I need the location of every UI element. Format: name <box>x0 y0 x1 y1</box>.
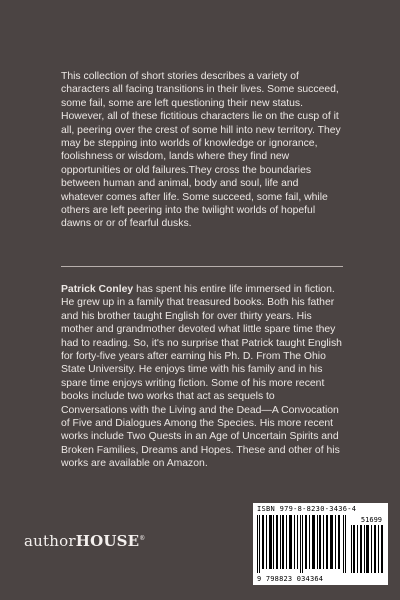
isbn-number: ISBN 979-8-8230-3436-4 <box>257 505 357 513</box>
addon-barcode-bars <box>351 525 383 573</box>
barcode-number: 9 798823 034364 <box>257 575 324 583</box>
author-bio-text: has spent his entire life immersed in fiction. He grew up in a family that treasured books. Both his father and his brother taught English for over thirty years. His mother and grandmother devoted what little spare time they had to reading. So, it's no surprise that Patrick taught English for forty-five years after earning his Ph. D. From The Ohio State University. He enjoys time with his family and in his spare time enjoys writing fiction. Some of his more recent books include two works that act as sequels to Conversations with the Living and the Dead—A Convocation of Five and Dialogues Among the Species. His more recent works include Two Quests in an Age of Uncertain Spirits and Broken Families, Dreams and Hopes. These and other of his works are available on Amazon. <box>61 284 342 470</box>
author-name: Patrick Conley <box>61 284 134 295</box>
price-code: 51699 <box>360 516 382 524</box>
section-divider <box>61 266 343 267</box>
publisher-logo-author: author <box>24 532 76 550</box>
isbn-barcode <box>253 503 388 585</box>
publisher-logo-house: HOUSE <box>75 532 140 550</box>
author-bio <box>61 283 343 471</box>
publisher-logo-mark: ® <box>139 535 146 542</box>
publisher-logo <box>24 532 146 550</box>
back-cover-blurb: This collection of short stories describes a variety of characters all facing transitions in their lives. Some succeed, some fail, some are left questioning their new status. However, all of these fictitious characters lie on the cusp of it all, peering over the crest of some hill into new territory. They may be stepping into worlds of knowledge or ignorance, foolishness or wisdom, lands where they find new opportunities or old failures.They cross the boundaries between human and animal, body and soul, life and whatever comes after life. Some succeed, some fail, while others are left peering into the twilight worlds of hopeful dawns or or of fearful dusks. <box>61 71 341 230</box>
ean-barcode-bars <box>257 515 349 573</box>
